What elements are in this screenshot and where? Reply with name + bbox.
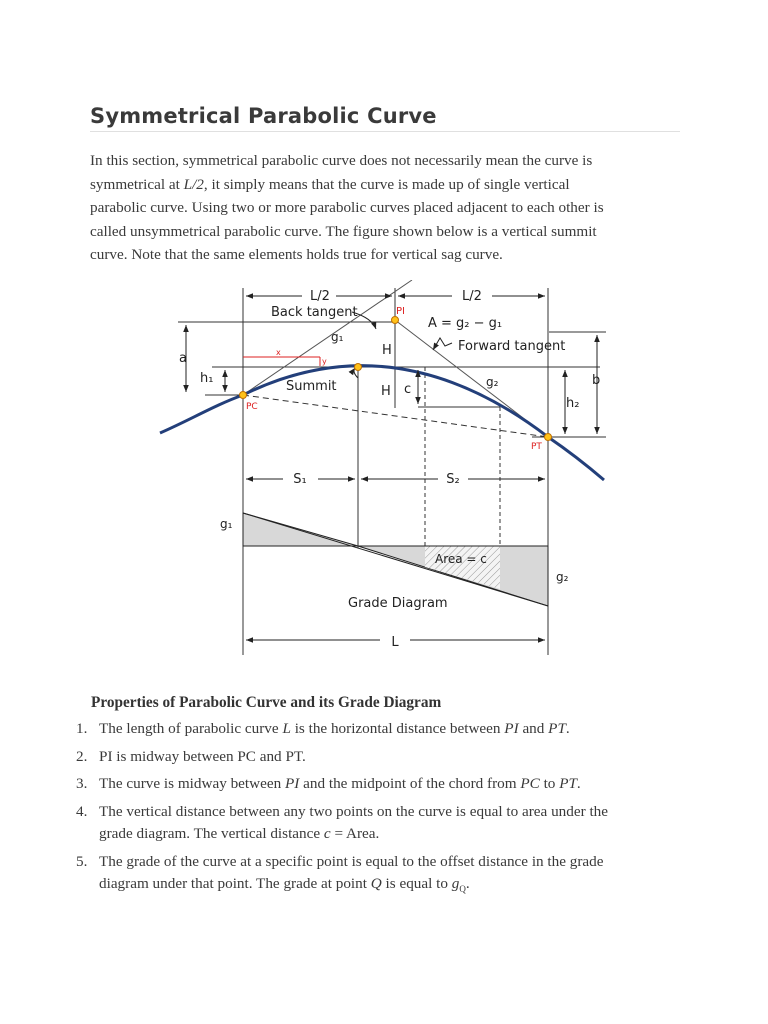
list-item: 2. PI is midway between PC and PT. [76,747,306,765]
intro-line: called unsymmetrical parabolic curve. The figure shown below is a vertical summit [90,222,597,240]
list-item: 5. The grade of the curve at a specific point is equal to the offset distance in the grade diagram under that point. The grade at point Q is equal to $g_Q$. [76,852,604,895]
grade-change-label: A = g₂ − g₁ [428,316,503,331]
half-length-right-label: L/2 [462,289,482,304]
a-label: a [179,351,187,366]
half-length-left-label: L/2 [310,289,330,304]
b-label: b [592,373,601,388]
intro-line: In this section, symmetrical parabolic curve does not necessarily mean the curve is [90,152,593,169]
intro-line: symmetrical at L/2, it simply means that the curve is made up of single vertical [90,175,570,193]
parabolic-curve-diagram [150,280,620,660]
intro-line: curve. Note that the same elements holds true for vertical sag curve. [90,246,503,264]
h-top-label: H [382,343,392,358]
back-tangent-label: Back tangent [271,305,358,320]
s1-label: S₁ [293,472,307,487]
pt-label: PT [531,442,542,452]
c-label: c [404,382,412,397]
pc-label: PC [246,402,258,412]
properties-list [76,718,696,906]
parabolic-curve [160,366,604,480]
intro-paragraph [90,149,675,267]
list-item: 1. The length of parabolic curve L is the horizontal distance between PI and PT. [76,720,570,737]
intro-line: parabolic curve. Using two or more parabolic curves placed adjacent to each other is [90,199,604,217]
h2-label: h₂ [566,396,580,411]
summit-point [355,364,362,371]
list-item: 3. The curve is midway between PI and the midpoint of the chord from PC to PT. [76,775,581,792]
g1-diagram-label: g₁ [220,517,233,531]
pc-point [240,392,247,399]
y-label: y [322,357,327,366]
properties-heading: Properties of Parabolic Curve and its Grade Diagram [91,694,442,711]
list-item: 4. The vertical distance between any two points on the curve is equal to area under the grade diagram. The vertical distance c = Area. [76,802,609,842]
pt-point [545,434,552,441]
h1-label: h₁ [200,371,214,386]
g2-diagram-label: g₂ [556,570,569,584]
parabolic-curve-figure [150,280,620,660]
grade-diagram-label: Grade Diagram [348,596,448,611]
g2-top-label: g₂ [486,375,499,389]
h-mid-label: H [381,384,391,399]
s2-label: S₂ [446,472,460,487]
pi-label: PI [396,306,405,317]
g1-top-label: g₁ [331,330,344,344]
page-title: Symmetrical Parabolic Curve [90,104,437,128]
x-label: x [276,348,281,357]
area-c-label: Area = c [435,552,487,566]
title-divider [90,131,680,132]
forward-tangent-label: Forward tangent [458,339,566,354]
l-total-label: L [391,635,399,650]
summit-label: Summit [286,379,337,394]
pi-point [392,317,399,324]
